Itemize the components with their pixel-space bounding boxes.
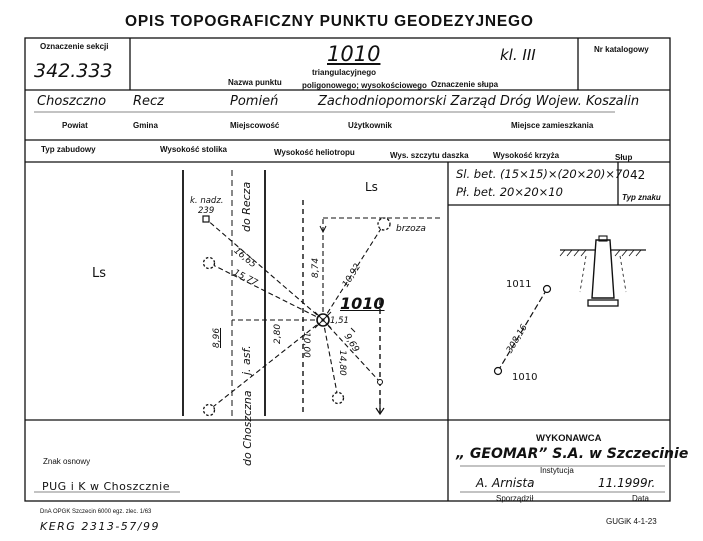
slup-label: Słup: [615, 153, 633, 162]
date-label: Data: [632, 494, 649, 503]
krzyz-label: Wysokość krzyża: [493, 151, 560, 160]
dist-874: 8,74: [311, 257, 321, 278]
marker-line-1: Sl. bet. (15×15)×(20×20)×70: [456, 167, 630, 181]
znak-osnowy-label: Znak osnowy: [43, 457, 91, 466]
zamieszkanie-label: Miejsce zamieszkania: [511, 121, 594, 130]
wykonawca-label: WYKONAWCA: [536, 433, 602, 444]
marker-type-number: 42: [630, 168, 646, 182]
road-label-upper: do Recza: [240, 181, 253, 232]
forest-label-top: Ls: [365, 180, 378, 194]
author-label: Sporządził: [496, 494, 534, 503]
point-1010-label: 1010: [512, 372, 538, 383]
dist-896: 8,96: [212, 327, 222, 348]
typ-zabudowy-label: Typ zabudowy: [41, 145, 96, 154]
marker-line-2: Pł. bet. 20×20×10: [456, 185, 563, 199]
dist-969: 9,69: [341, 332, 361, 355]
uzytkownik-value: Zachodniopomorski Zarząd Dróg Wojew. Koszalin: [318, 94, 640, 109]
szczyt-label: Wys. szczytu daszka: [390, 151, 469, 160]
dist-1665: 16,65: [231, 246, 258, 271]
dist-280: 2,80: [273, 323, 283, 344]
baseline-distance: 308,16: [505, 322, 530, 356]
kerg-number: KERG 2313-57/99: [40, 520, 160, 533]
stolik-label: Wysokość stolika: [160, 145, 227, 154]
dist-1000: 10,00: [301, 332, 311, 358]
point-name-label: Nazwa punktu: [228, 78, 282, 87]
forest-label-left: Ls: [92, 266, 107, 281]
marker-type-label: Typ znaku: [622, 193, 661, 202]
date-value: 11.1999r.: [598, 476, 656, 490]
institution-label: Instytucja: [540, 466, 574, 475]
dist-1480: 14,80: [337, 350, 347, 376]
control-point-label-1: k. nadz.: [190, 196, 224, 206]
class-value: kl. III: [500, 46, 536, 64]
heliotrop-label: Wysokość heliotropu: [274, 148, 355, 157]
form-title: OPIS TOPOGRAFICZNY PUNKTU GEODEZYJNEGO: [125, 13, 534, 30]
point-1011-icon: [544, 286, 551, 293]
control-point-label-2: 239: [198, 206, 215, 216]
office-value: PUG i K w Choszcznie: [42, 480, 170, 493]
pillar-label: Oznaczenie słupa: [431, 80, 499, 89]
brzoza-label: brzoza: [396, 224, 426, 234]
dist-1577: 15,77: [231, 268, 259, 289]
catalog-label: Nr katalogowy: [594, 45, 649, 54]
point-1010-icon: [495, 368, 502, 375]
station-label: 1010: [340, 294, 385, 313]
gugik-code: GUGiK 4-1-23: [606, 517, 657, 526]
road-label-lower: do Choszczna: [241, 390, 254, 466]
company-name: „ GEOMAR” S.A. w Szczecinie: [456, 446, 689, 462]
pillar-shape: [592, 240, 614, 298]
dist-1092: 10,92: [341, 262, 364, 290]
type-label-triangulation: triangulacyjnego: [312, 68, 377, 77]
gmina-value: Recz: [133, 94, 165, 109]
point-number: 1010: [327, 42, 381, 66]
base-slab: [588, 300, 618, 306]
author-value: A. Arnista: [476, 476, 535, 490]
miejscowosc-label: Miejscowość: [230, 121, 280, 130]
type-label-polygon: poligonowego; wysokościowego: [302, 81, 427, 90]
uzytkownik-label: Użytkownik: [348, 121, 393, 130]
section-value: 342.333: [34, 60, 113, 82]
miejscowosc-value: Pomień: [230, 94, 279, 109]
asphalt-label: j. asf.: [240, 345, 253, 375]
powiat-label: Powiat: [62, 121, 88, 130]
section-label: Oznaczenie sekcji: [40, 42, 109, 51]
print-note: DnA OPGK Szczecin 6000 egz. zlec. 1/63: [40, 509, 152, 515]
powiat-value: Choszczno: [37, 94, 107, 109]
dist-151: 1,51: [330, 316, 349, 326]
point-1011-label: 1011: [506, 279, 532, 290]
gmina-label: Gmina: [133, 121, 158, 130]
